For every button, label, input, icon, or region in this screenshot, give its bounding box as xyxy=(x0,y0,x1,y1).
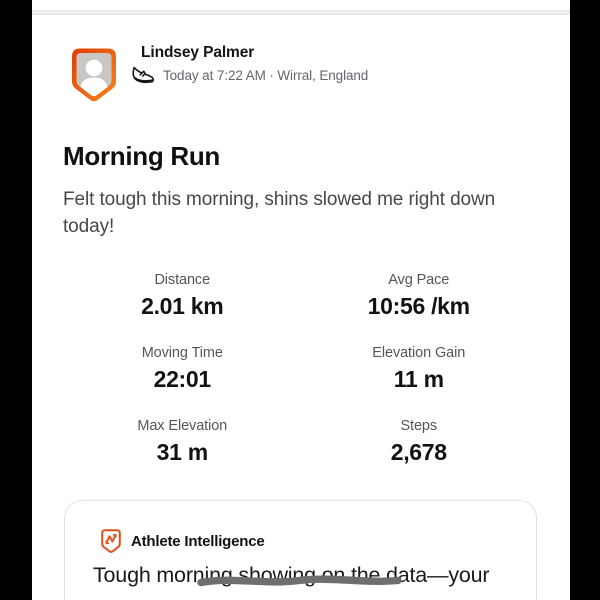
ai-summary-text: Tough morning showing on the data—your xyxy=(93,563,490,587)
athlete-intelligence-title: Athlete Intelligence xyxy=(131,532,265,550)
activity-meta-row xyxy=(131,65,368,86)
stat-distance xyxy=(64,266,301,319)
stat-elevation-gain xyxy=(301,339,538,392)
stat-label: Max Elevation xyxy=(137,418,228,434)
athlete-intelligence-card[interactable] xyxy=(64,500,537,600)
stat-value: 22:01 xyxy=(153,366,211,392)
stat-steps xyxy=(301,412,538,465)
stat-label: Elevation Gain xyxy=(372,345,466,361)
athlete-name[interactable]: Lindsey Palmer xyxy=(141,44,255,61)
feed-separator xyxy=(32,10,570,15)
description-line: today! xyxy=(63,216,115,237)
stat-label: Moving Time xyxy=(141,345,223,361)
letterbox-right xyxy=(570,0,600,600)
stat-value: 2.01 km xyxy=(141,293,224,319)
athlete-avatar-shield-icon[interactable] xyxy=(67,44,121,107)
stat-label: Distance xyxy=(154,272,211,288)
stat-value: 10:56 /km xyxy=(367,293,470,319)
stat-value: 31 m xyxy=(156,439,208,465)
activity-timestamp-location: Today at 7:22 AM · Wirral, England xyxy=(163,68,369,83)
athlete-intelligence-shield-icon xyxy=(100,528,122,554)
description-line: Felt tough this morning, shins slowed me right down xyxy=(63,189,496,210)
stat-moving-time xyxy=(64,339,301,392)
stat-label: Steps xyxy=(400,418,438,434)
activity-description xyxy=(63,186,495,240)
activity-title: Morning Run xyxy=(63,141,220,171)
letterbox-left xyxy=(0,0,32,600)
stat-label: Avg Pace xyxy=(388,272,450,288)
stats-grid xyxy=(64,266,537,465)
stat-value: 11 m xyxy=(393,366,444,392)
stat-avg-pace xyxy=(301,266,538,319)
athlete-intelligence-header xyxy=(100,528,265,554)
running-shoe-icon xyxy=(131,65,155,86)
stat-value: 2,678 xyxy=(390,439,447,465)
stat-max-elevation xyxy=(64,412,301,465)
